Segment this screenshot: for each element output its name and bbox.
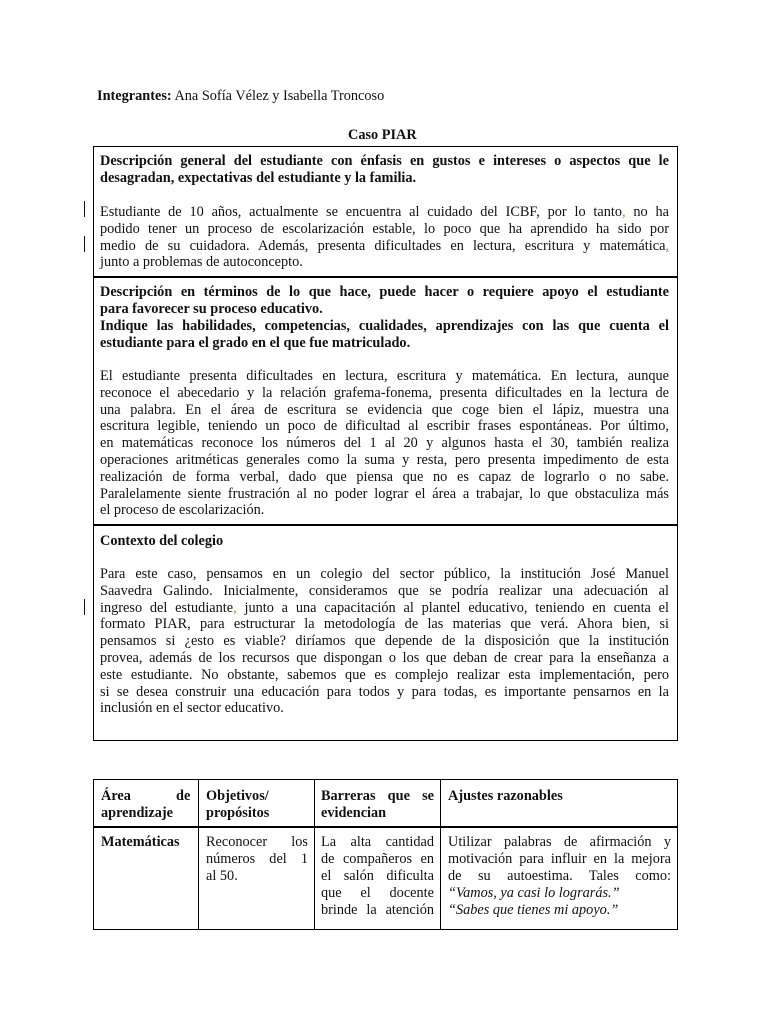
quote-line: “Sabes que tienes mi apoyo.” bbox=[448, 902, 619, 918]
section2-body-line: El estudiante presenta dificultades en lectura, escritura y matemática. En lectura, aunque bbox=[100, 368, 669, 384]
section2-body-line: reconoce el abecedario y la relación grafema-fonema, presenta dificultades en la lectura de bbox=[100, 385, 669, 401]
section2-heading-line: Descripción en términos de lo que hace, puede hacer o requiere apoyo el estudiante bbox=[100, 284, 669, 300]
section3-body-line: inclusión en el sector educativo. bbox=[100, 700, 284, 716]
section3-body-line: si se desea construir una educación para todos y para todas, es importante pensarnos en la bbox=[100, 684, 669, 700]
section-divider-2 bbox=[93, 524, 678, 526]
section1-heading-line: Descripción general del estudiante con énfasis en gustos e intereses o aspectos que le bbox=[100, 153, 669, 169]
section2-heading-line: estudiante para el grado en el que fue matriculado. bbox=[100, 335, 411, 351]
change-bar bbox=[84, 599, 85, 615]
tracked-comma: , bbox=[665, 238, 669, 254]
document-title: Caso PIAR bbox=[348, 127, 417, 143]
members-label: Integrantes: bbox=[97, 88, 172, 104]
quote-line: “Vamos, ya casi lo lograrás.” bbox=[448, 885, 620, 901]
tracked-comma: , bbox=[233, 600, 237, 616]
section1-body-line: junto a problemas de autoconcepto. bbox=[100, 254, 303, 270]
change-bar bbox=[84, 236, 85, 252]
table-cell-area: Matemáticas bbox=[101, 834, 180, 850]
section2-body-line: el proceso de escolarización. bbox=[100, 502, 265, 518]
section3-body-line: Para este caso, pensamos en un colegio del sector público, la institución José Manuel bbox=[100, 566, 669, 582]
section-divider-1 bbox=[93, 276, 678, 278]
section3-heading: Contexto del colegio bbox=[100, 533, 224, 549]
section3-body-line: este estudiante. No obstante, sabemos que es complejo realizar esta implementación, pero bbox=[100, 667, 669, 683]
table-column-divider bbox=[314, 779, 315, 930]
section2-body-line: realización de forma verbal, dado que piensa que no es capaz de lograrlo o no sabe. bbox=[100, 469, 669, 485]
section2-body-line: una palabra. En el área de escritura se evidencia que coge bien el lápiz, muestra una bbox=[100, 402, 669, 418]
section2-body-line: operaciones aritméticas generales como la suma y resta, pero presenta impedimento de esta bbox=[100, 452, 669, 468]
members-line bbox=[97, 88, 384, 105]
section2-heading-line: Indique las habilidades, competencias, cualidades, aprendizajes con las que cuenta el bbox=[100, 318, 669, 334]
section1-body-line: podido tener un proceso de escolarización estable, lo poco que ha aprendido ha sido por bbox=[100, 221, 669, 237]
section3-body-line: formato PIAR, para estructurar la metodología de las materias que verá. Ahora bien, si bbox=[100, 616, 669, 632]
section2-heading-line: para favorecer su proceso educativo. bbox=[100, 301, 323, 317]
section1-body-line: Estudiante de 10 años, actualmente se encuentra al cuidado del ICBF, por lo tanto, no ha bbox=[100, 204, 669, 220]
section3-body-line: Saavedra Galindo. Inicialmente, consideramos que se podría realizar una adecuación al bbox=[100, 583, 669, 599]
section3-body-line: provea, además de los recursos que dispongan o los que deban de crear para la enseñanza a bbox=[100, 650, 669, 666]
table-header-divider bbox=[93, 826, 678, 828]
section1-body-line: medio de su cuidadora. Además, presenta dificultades en lectura, escritura y matemática, bbox=[100, 238, 669, 254]
section2-body-line: escritura legible, teniendo un poco de dificultad al escribir frases espontáneas. Por último, bbox=[100, 418, 669, 434]
change-bar bbox=[84, 201, 85, 217]
table-column-divider bbox=[440, 779, 441, 930]
section1-heading-line: desagradan, expectativas del estudiante y la familia. bbox=[100, 170, 417, 186]
section3-body-line: pensamos si ¿esto es viable? diríamos que depende de la disposición que la institución bbox=[100, 633, 669, 649]
section3-body-line: ingreso del estudiante, junto a una capacitación al plantel educativo, teniendo en cuenta el bbox=[100, 600, 669, 616]
table-header-adjustments: Ajustes razonables bbox=[448, 788, 563, 804]
tracked-comma: , bbox=[622, 204, 626, 220]
members-names: Ana Sofía Vélez y Isabella Troncoso bbox=[171, 88, 385, 104]
section2-body-line: Paralelamente siente frustración al no poder lograr el área a trabajar, lo que obstaculiza más bbox=[100, 486, 669, 502]
section2-body-line: en matemáticas reconoce los números del 1 al 20 y algunos hasta el 30, también realiza bbox=[100, 435, 669, 451]
table-column-divider bbox=[198, 779, 199, 930]
